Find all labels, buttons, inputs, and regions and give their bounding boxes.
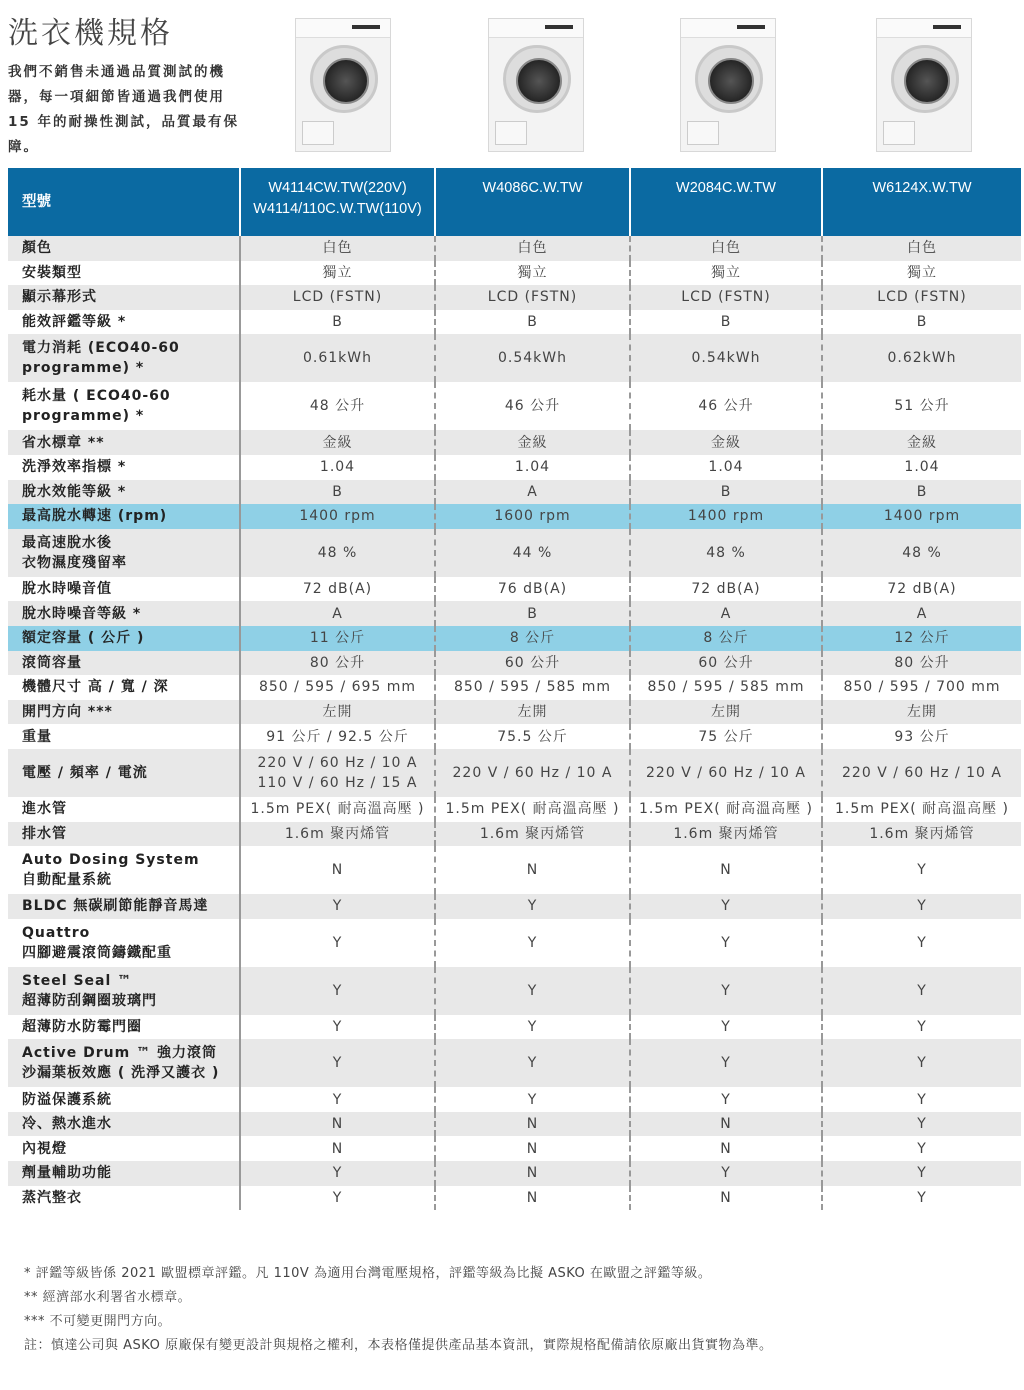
spec-value: N	[630, 1136, 822, 1161]
table-row	[8, 651, 1021, 676]
spec-value: N	[435, 1136, 630, 1161]
table-row	[8, 601, 1021, 626]
row-label: 脫水時噪音等級 *	[8, 601, 240, 626]
spec-value: Y	[240, 1161, 435, 1186]
spec-value: 850 / 595 / 585 mm	[435, 675, 630, 700]
spec-value: 0.54kWh	[630, 334, 822, 382]
spec-value: 220 V / 60 Hz / 10 A	[435, 749, 630, 797]
table-row	[8, 504, 1021, 529]
row-label: 耗水量 ( ECO40-60 programme) *	[8, 382, 240, 430]
spec-value: 金級	[240, 430, 435, 455]
table-row	[8, 334, 1021, 382]
header-model-label: 型號	[8, 168, 240, 236]
spec-value: 72 dB(A)	[240, 577, 435, 602]
spec-value: Y	[435, 1015, 630, 1040]
row-label: 能效評鑑等級 *	[8, 310, 240, 335]
row-label: 蒸汽整衣	[8, 1186, 240, 1211]
spec-value: LCD (FSTN)	[822, 285, 1021, 310]
washing-machine-image	[680, 18, 776, 152]
spec-value: 75 公斤	[630, 724, 822, 749]
spec-value: 1.6m 聚丙烯管	[822, 822, 1021, 847]
spec-value: N	[435, 846, 630, 894]
spec-value: 左開	[435, 700, 630, 725]
spec-value: Y	[822, 894, 1021, 919]
spec-value: 48 %	[822, 529, 1021, 577]
row-label: 機體尺寸 高 / 寬 / 深	[8, 675, 240, 700]
spec-value: 1.5m PEX( 耐高溫高壓 )	[240, 797, 435, 822]
washing-machine-image	[295, 18, 391, 152]
row-label: 防溢保護系統	[8, 1087, 240, 1112]
spec-value: 48 公升	[240, 382, 435, 430]
spec-value: Y	[917, 1018, 927, 1035]
row-label: 洗淨效率指標 *	[8, 455, 240, 480]
footnote: * 評鑑等級皆係 2021 歐盟標章評鑑。凡 110V 為適用台灣電壓規格，評鑑等級為比擬 ASKO 在歐盟之評鑑等級。	[24, 1266, 712, 1281]
spec-value: Y	[435, 1039, 630, 1087]
spec-value: N	[630, 1112, 822, 1137]
spec-value: A	[630, 601, 822, 626]
model-header: W6124X.W.TW	[822, 168, 1021, 236]
spec-value: 獨立	[240, 261, 435, 286]
table-row	[8, 1039, 1021, 1087]
spec-value: 850 / 595 / 695 mm	[240, 675, 435, 700]
spec-value: 左開	[240, 700, 435, 725]
spec-value: 1.5m PEX( 耐高溫高壓 )	[435, 797, 630, 822]
table-row	[8, 822, 1021, 847]
table-row	[8, 455, 1021, 480]
spec-value: Y	[630, 1015, 822, 1040]
spec-value: 8 公斤	[630, 626, 822, 651]
spec-value: Y	[822, 1039, 1021, 1087]
spec-value: 白色	[822, 236, 1021, 261]
row-label: 排水管	[8, 822, 240, 847]
spec-value: Y	[630, 1039, 822, 1087]
spec-value: 1400 rpm	[240, 504, 435, 529]
spec-value: Y	[822, 1112, 1021, 1137]
spec-value: Y	[630, 894, 822, 919]
spec-value: B	[435, 601, 630, 626]
spec-value: Y	[917, 862, 927, 879]
row-label: 安裝類型	[8, 261, 240, 286]
table-row	[8, 480, 1021, 505]
table-row	[8, 1015, 1021, 1040]
row-label: 電力消耗 (ECO40-60 programme) *	[8, 334, 240, 382]
row-label: 重量	[8, 724, 240, 749]
spec-value: B	[630, 480, 822, 505]
row-label: 劑量輔助功能	[8, 1161, 240, 1186]
row-label: Active Drum ™ 強力滾筒 沙漏葉板效應 ( 洗淨又護衣 )	[8, 1039, 240, 1087]
row-label: 脫水效能等級 *	[8, 480, 240, 505]
row-label: 冷、熱水進水	[8, 1112, 240, 1137]
row-label: 電壓 / 頻率 / 電流	[8, 749, 240, 797]
spec-value: Y	[630, 1087, 822, 1112]
spec-value: Y	[240, 919, 435, 967]
spec-value: 左開	[822, 700, 1021, 725]
spec-value: 48 %	[630, 529, 822, 577]
row-label: Auto Dosing System 自動配量系統	[8, 846, 240, 894]
table-row	[8, 430, 1021, 455]
spec-value: 獨立	[435, 261, 630, 286]
spec-value: A	[822, 601, 1021, 626]
row-label: 開門方向 ***	[8, 700, 240, 725]
row-label: 額定容量 ( 公斤 )	[8, 626, 240, 651]
spec-value: LCD (FSTN)	[630, 285, 822, 310]
intro-text: 我們不銷售未通過品質測試的機器，每一項細節皆通過我們使用 15 年的耐操性測試，品質最有保障。	[8, 64, 239, 155]
spec-value: Y	[240, 1039, 435, 1087]
footnotes	[24, 1262, 772, 1358]
spec-value: 金級	[630, 430, 822, 455]
spec-value: Y	[630, 1161, 822, 1186]
spec-value: Y	[435, 919, 630, 967]
spec-value: N	[435, 1112, 630, 1137]
spec-value: 48 %	[240, 529, 435, 577]
spec-value: 72 dB(A)	[887, 581, 957, 598]
spec-value: N	[240, 1136, 435, 1161]
table-row	[8, 797, 1021, 822]
spec-value: B	[240, 310, 435, 335]
spec-value: Y	[917, 1189, 927, 1206]
spec-value: 獨立	[630, 261, 822, 286]
spec-value: 0.62kWh	[822, 334, 1021, 382]
table-row	[8, 310, 1021, 335]
row-label: 顯示幕形式	[8, 285, 240, 310]
spec-value: Y	[630, 919, 822, 967]
footnote: *** 不可變更開門方向。	[24, 1314, 172, 1329]
spec-value: 1.5m PEX( 耐高溫高壓 )	[834, 801, 1010, 818]
spec-value: 220 V / 60 Hz / 10 A	[630, 749, 822, 797]
row-label: BLDC 無碳刷節能靜音馬達	[8, 894, 240, 919]
spec-value: 1400 rpm	[822, 504, 1021, 529]
spec-value: 850 / 595 / 585 mm	[630, 675, 822, 700]
spec-value: B	[630, 310, 822, 335]
spec-value: N	[630, 846, 822, 894]
spec-value: B	[822, 480, 1021, 505]
spec-value: N	[240, 1112, 435, 1137]
spec-value: B	[916, 314, 928, 331]
spec-value: 1600 rpm	[435, 504, 630, 529]
spec-value: Y	[435, 967, 630, 1015]
spec-value: 93 公斤	[894, 728, 950, 745]
spec-value: 80 公升	[822, 651, 1021, 676]
spec-value: 白色	[435, 236, 630, 261]
table-row	[8, 285, 1021, 310]
spec-value: B	[435, 310, 630, 335]
model-header: W2084C.W.TW	[630, 168, 822, 236]
spec-value: N	[240, 846, 435, 894]
spec-value: 75.5 公斤	[435, 724, 630, 749]
spec-value: Y	[917, 934, 927, 951]
row-label: 脫水時噪音值	[8, 577, 240, 602]
spec-value: 獨立	[907, 264, 937, 281]
spec-value: 1.6m 聚丙烯管	[240, 822, 435, 847]
spec-value: 12 公斤	[822, 626, 1021, 651]
table-row	[8, 1186, 1021, 1211]
spec-value: 1.04	[904, 459, 940, 476]
spec-value: 51 公升	[894, 398, 950, 415]
spec-value: 8 公斤	[435, 626, 630, 651]
table-row	[8, 529, 1021, 577]
spec-value: Y	[435, 894, 630, 919]
spec-value: 1.6m 聚丙烯管	[630, 822, 822, 847]
table-row	[8, 261, 1021, 286]
table-row	[8, 1161, 1021, 1186]
spec-value: 60 公升	[435, 651, 630, 676]
spec-value: 0.61kWh	[240, 334, 435, 382]
spec-value: N	[630, 1186, 822, 1211]
spec-value: Y	[822, 967, 1021, 1015]
table-row	[8, 1112, 1021, 1137]
spec-value: LCD (FSTN)	[240, 285, 435, 310]
table-row	[8, 236, 1021, 261]
row-label: 進水管	[8, 797, 240, 822]
spec-value: 80 公升	[240, 651, 435, 676]
washing-machine-image	[488, 18, 584, 152]
spec-value: LCD (FSTN)	[435, 285, 630, 310]
spec-value: 1400 rpm	[630, 504, 822, 529]
spec-value: 左開	[630, 700, 822, 725]
spec-value: Y	[240, 1087, 435, 1112]
table-row	[8, 700, 1021, 725]
spec-value: B	[240, 480, 435, 505]
spec-value: A	[240, 601, 435, 626]
table-row	[8, 894, 1021, 919]
spec-value: 850 / 595 / 700 mm	[843, 679, 1001, 696]
spec-value: N	[435, 1161, 630, 1186]
row-label: 省水標章 **	[8, 430, 240, 455]
spec-value: 220 V / 60 Hz / 10 A 110 V / 60 Hz / 15 A	[240, 749, 435, 797]
table-row	[8, 846, 1021, 894]
spec-value: Y	[917, 1091, 927, 1108]
table-row	[8, 675, 1021, 700]
row-label: 滾筒容量	[8, 651, 240, 676]
table-row	[8, 382, 1021, 430]
page-title: 洗衣機規格	[8, 16, 173, 51]
row-label: 最高速脫水後 衣物濕度殘留率	[8, 529, 240, 577]
spec-value: Y	[240, 894, 435, 919]
spec-value: Y	[240, 1186, 435, 1211]
table-row	[8, 1087, 1021, 1112]
spec-value: 白色	[240, 236, 435, 261]
spec-value: A	[435, 480, 630, 505]
spec-value: N	[435, 1186, 630, 1211]
spec-table	[8, 168, 1021, 1210]
spec-value: Y	[240, 967, 435, 1015]
spec-value: 72 dB(A)	[630, 577, 822, 602]
footnote: ** 經濟部水利署省水標章。	[24, 1290, 192, 1305]
spec-value: 0.54kWh	[435, 334, 630, 382]
table-row	[8, 967, 1021, 1015]
spec-value: 91 公斤 / 92.5 公斤	[240, 724, 435, 749]
spec-value: Y	[917, 1140, 927, 1157]
spec-value: 44 %	[435, 529, 630, 577]
spec-value: Y	[822, 1161, 1021, 1186]
spec-value: Y	[630, 967, 822, 1015]
row-label: 最高脫水轉速 (rpm)	[8, 504, 240, 529]
row-label: Quattro 四腳避震滾筒鑄鐵配重	[8, 919, 240, 967]
spec-value: 60 公升	[630, 651, 822, 676]
spec-value: Y	[435, 1087, 630, 1112]
row-label: Steel Seal ™ 超薄防刮鋼圈玻璃門	[8, 967, 240, 1015]
spec-value: 1.5m PEX( 耐高溫高壓 )	[630, 797, 822, 822]
row-label: 顏色	[8, 236, 240, 261]
spec-value: 1.6m 聚丙烯管	[435, 822, 630, 847]
row-label: 內視燈	[8, 1136, 240, 1161]
spec-value: 白色	[630, 236, 822, 261]
table-row	[8, 919, 1021, 967]
spec-value: 46 公升	[435, 382, 630, 430]
spec-value: 11 公斤	[240, 626, 435, 651]
table-row	[8, 749, 1021, 797]
model-header: W4086C.W.TW	[435, 168, 630, 236]
spec-value: 1.04	[240, 455, 435, 480]
spec-value: Y	[240, 1015, 435, 1040]
footnote: 註：慎達公司與 ASKO 原廠保有變更設計與規格之權利，本表格僅提供產品基本資訊，實際規格配備請依原廠出貨實物為準。	[24, 1338, 773, 1353]
model-header: W4114CW.TW(220V) W4114/110C.W.TW(110V)	[240, 168, 435, 236]
table-row	[8, 1136, 1021, 1161]
table-row	[8, 724, 1021, 749]
spec-value: 46 公升	[630, 382, 822, 430]
row-label: 超薄防水防霉門圈	[8, 1015, 240, 1040]
spec-value: 220 V / 60 Hz / 10 A	[822, 749, 1021, 797]
washing-machine-image	[876, 18, 972, 152]
table-row	[8, 626, 1021, 651]
spec-value: 金級	[822, 430, 1021, 455]
spec-value: 1.04	[630, 455, 822, 480]
table-row	[8, 577, 1021, 602]
spec-value: 金級	[435, 430, 630, 455]
spec-value: 76 dB(A)	[435, 577, 630, 602]
spec-value: 1.04	[435, 455, 630, 480]
